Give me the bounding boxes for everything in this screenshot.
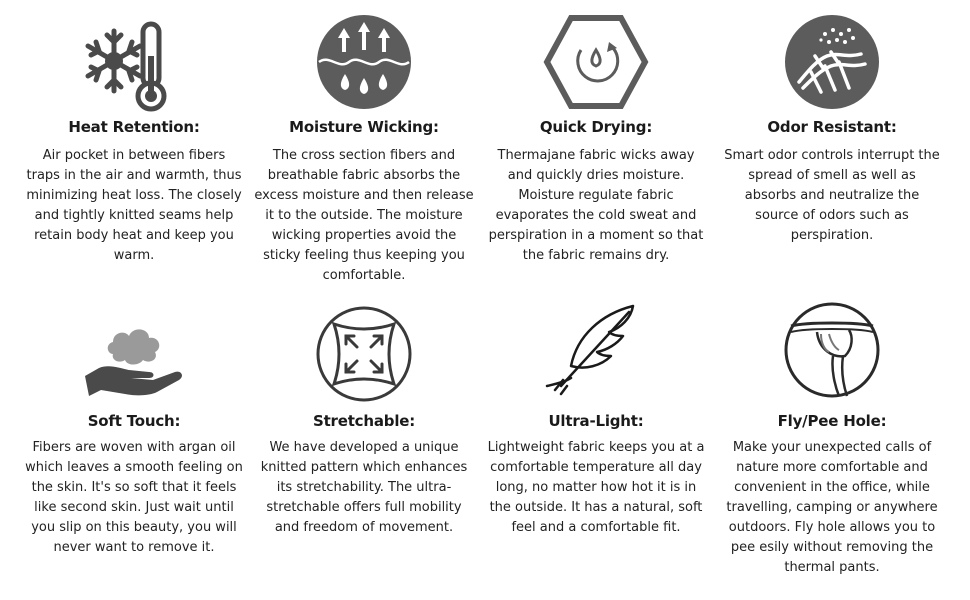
snowflake-thermometer-icon [79, 16, 189, 116]
feather-icon [541, 300, 651, 400]
stretch-fabric-icon [309, 304, 419, 404]
odor-fabric-icon [777, 12, 887, 112]
feature-description: Thermajane fabric wicks away and quickly dries moisture. Moisture regulate fabric evaporates the cold sweat and perspiration in a moment so that the fabric remains dry. [488, 148, 704, 263]
feature-description: Lightweight fabric keeps you at a comfortable temperature all day long, no matter how hot it is in the outside. It has a natural, soft feel and a comfortable fit. [487, 440, 705, 535]
fly-hole-icon [777, 300, 887, 400]
feature-title: Moisture Wicking: [289, 118, 439, 136]
feature-title: Stretchable: [312, 412, 416, 430]
feature-description: Make your unexpected calls of nature more comfortable and convenient in the office, while travelling, camping or anywhere outdoors. Fly hole allows you to pee esily without removing the thermal pants. [726, 440, 938, 575]
feature-title: Fly/Pee Hole: [777, 412, 887, 430]
hand-cloud-icon [79, 306, 189, 406]
feature-title: Soft Touch: [87, 412, 181, 430]
arrows-droplets-icon [309, 12, 419, 112]
feature-description: We have developed a unique knitted pattern which enhances its stretchability. The ultra-stretchable offers full mobility and freedom of movement. [260, 440, 468, 535]
feature-description: Smart odor controls interrupt the spread of smell as well as absorbs and neutralize the source of odors such as perspiration. [724, 148, 940, 243]
feature-description: Air pocket in between fibers traps in the air and warmth, thus minimizing heat loss. The closely and tightly knitted seams help retain body heat and keep you warm. [26, 148, 242, 263]
feature-description: The cross section fibers and breathable fabric absorbs the excess moisture and then release it to the outside. The moisture wicking properties avoid the sticky feeling thus keeping you comfortable. [254, 148, 474, 283]
hexagon-droplet-icon [541, 12, 651, 112]
feature-title: Quick Drying: [539, 118, 653, 136]
feature-title: Ultra-Light: [548, 412, 644, 430]
feature-description: Fibers are woven with argan oil which leaves a smooth feeling on the skin. It's so soft that it feels like second skin. Just wait until you slip on this beauty, you will never want to remove it. [25, 440, 243, 555]
feature-title: Heat Retention: [68, 118, 200, 136]
feature-title: Odor Resistant: [767, 118, 897, 136]
